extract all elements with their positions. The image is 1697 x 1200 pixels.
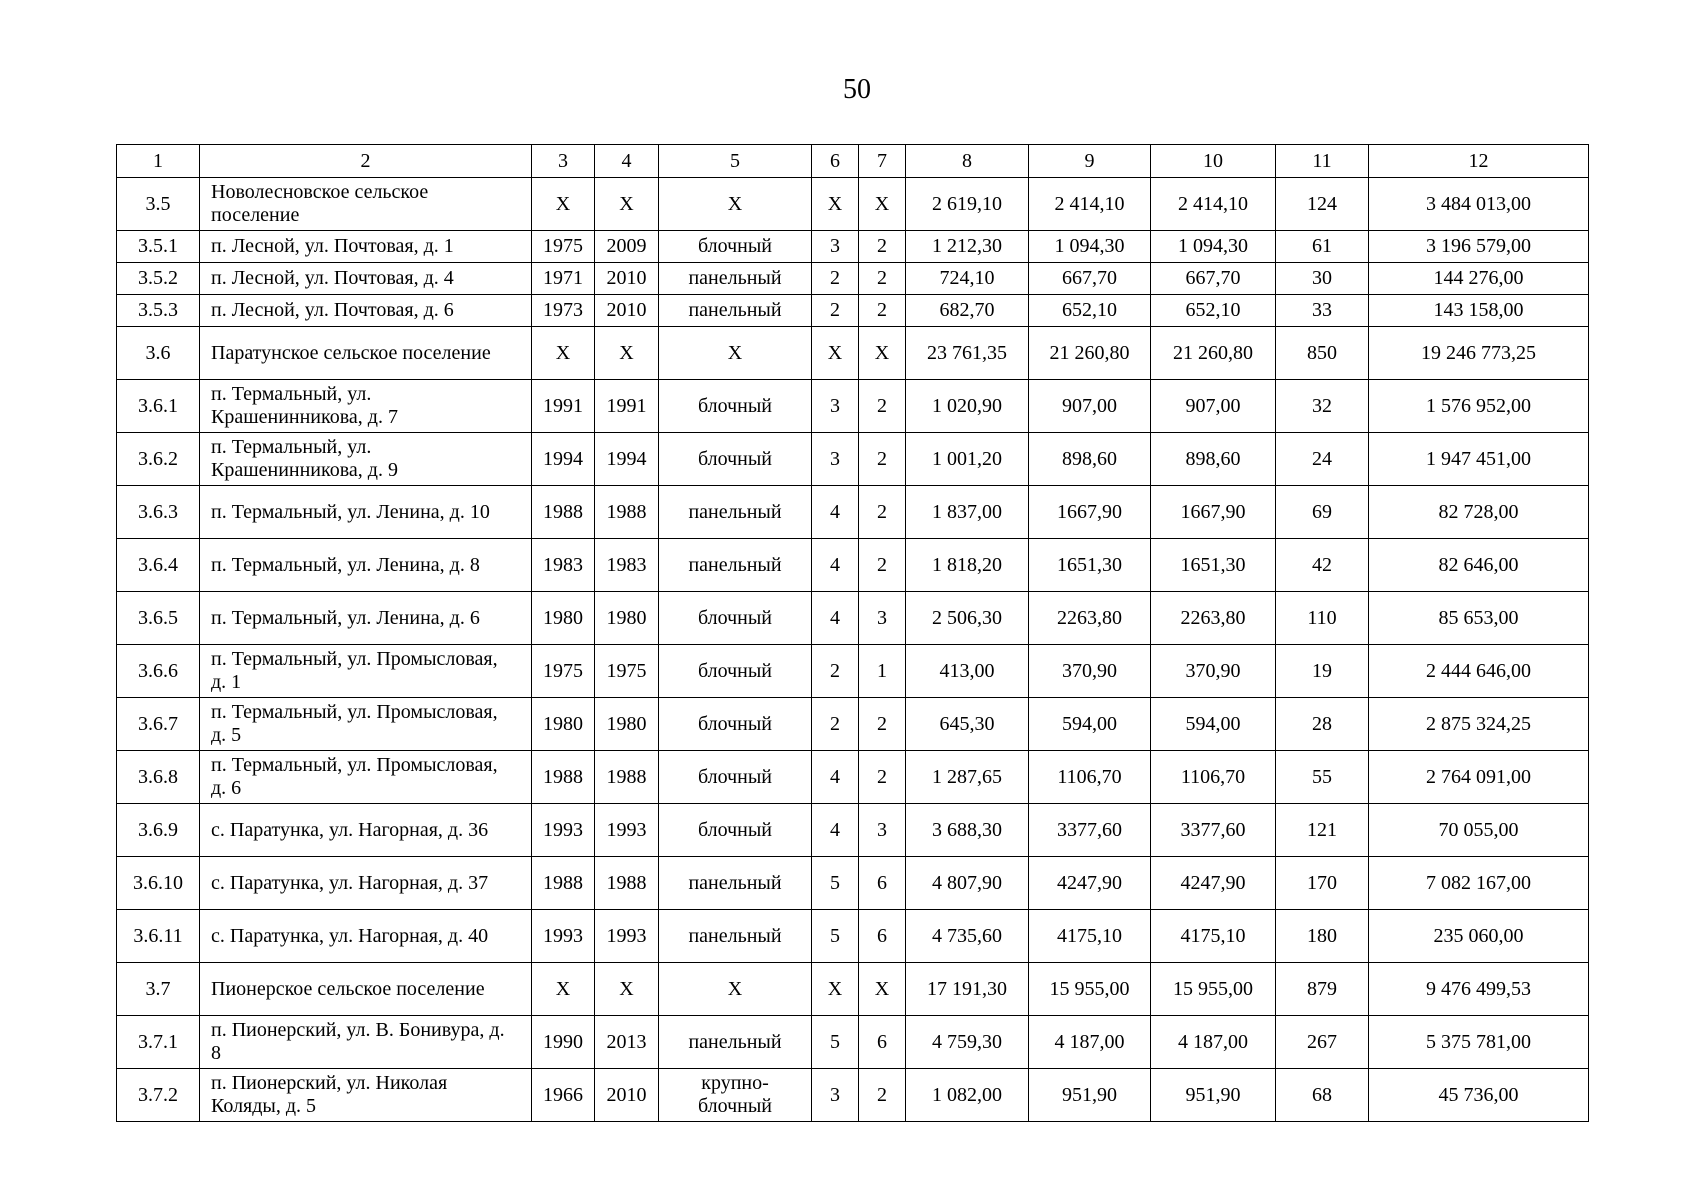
table-cell-col-12: 2 875 324,25 <box>1369 698 1589 751</box>
table-cell-col-7: 2 <box>859 751 906 804</box>
table-cell-col-11: 121 <box>1276 804 1369 857</box>
table-cell-col-8: 23 761,35 <box>906 327 1029 380</box>
column-header-11: 11 <box>1276 145 1369 178</box>
table-cell-col-11: 55 <box>1276 751 1369 804</box>
table-cell-col-9: 594,00 <box>1029 698 1151 751</box>
table-cell-col-6: 2 <box>812 698 859 751</box>
table-cell-col-10: 15 955,00 <box>1151 963 1276 1016</box>
table-cell-col-9: 652,10 <box>1029 295 1151 327</box>
table-cell-col-9: 898,60 <box>1029 433 1151 486</box>
table-cell-col-7: 6 <box>859 857 906 910</box>
table-cell-col-10: 667,70 <box>1151 263 1276 295</box>
table-cell-col-10: 907,00 <box>1151 380 1276 433</box>
table-cell-col-9: 3377,60 <box>1029 804 1151 857</box>
table-cell-col-11: 180 <box>1276 910 1369 963</box>
table-cell-col-3: 1975 <box>532 231 595 263</box>
table-cell-col-5: крупно- блочный <box>659 1069 812 1122</box>
address-cell: п. Термальный, ул. Крашенинникова, д. 9 <box>200 433 532 486</box>
table-cell-col-12: 9 476 499,53 <box>1369 963 1589 1016</box>
table-cell-col-8: 2 506,30 <box>906 592 1029 645</box>
table-cell-col-11: 24 <box>1276 433 1369 486</box>
table-cell-col-6: 3 <box>812 433 859 486</box>
table-cell-col-10: 1651,30 <box>1151 539 1276 592</box>
table-cell-col-8: 1 212,30 <box>906 231 1029 263</box>
table-cell-col-8: 724,10 <box>906 263 1029 295</box>
address-cell: Новолесновское сельское поселение <box>200 178 532 231</box>
table-cell-col-12: 1 947 451,00 <box>1369 433 1589 486</box>
table-cell-col-10: 4247,90 <box>1151 857 1276 910</box>
table-cell-col-8: 1 837,00 <box>906 486 1029 539</box>
address-cell: п. Лесной, ул. Почтовая, д. 6 <box>200 295 532 327</box>
table-cell-col-8: 645,30 <box>906 698 1029 751</box>
table-cell-col-4: 1980 <box>595 698 659 751</box>
table-cell-col-6: 4 <box>812 592 859 645</box>
table-cell-col-7: 6 <box>859 1016 906 1069</box>
table-cell-col-9: 15 955,00 <box>1029 963 1151 1016</box>
column-header-7: 7 <box>859 145 906 178</box>
table-cell-col-5: блочный <box>659 751 812 804</box>
table-cell-col-8: 1 001,20 <box>906 433 1029 486</box>
table-row <box>117 1016 1589 1069</box>
table-cell-col-5: панельный <box>659 295 812 327</box>
table-cell-col-3: 1990 <box>532 1016 595 1069</box>
address-cell: п. Лесной, ул. Почтовая, д. 4 <box>200 263 532 295</box>
item-number-cell: 3.6.10 <box>117 857 200 910</box>
table-cell-col-9: 1106,70 <box>1029 751 1151 804</box>
address-cell: п. Термальный, ул. Ленина, д. 10 <box>200 486 532 539</box>
address-cell: п. Термальный, ул. Промысловая, д. 6 <box>200 751 532 804</box>
table-cell-col-12: 143 158,00 <box>1369 295 1589 327</box>
table-row <box>117 698 1589 751</box>
address-cell: с. Паратунка, ул. Нагорная, д. 40 <box>200 910 532 963</box>
table-row <box>117 327 1589 380</box>
table-cell-col-5: Х <box>659 178 812 231</box>
table-cell-col-12: 2 444 646,00 <box>1369 645 1589 698</box>
table-cell-col-4: 1988 <box>595 751 659 804</box>
item-number-cell: 3.7 <box>117 963 200 1016</box>
table-cell-col-12: 19 246 773,25 <box>1369 327 1589 380</box>
item-number-cell: 3.6.6 <box>117 645 200 698</box>
table-cell-col-8: 1 082,00 <box>906 1069 1029 1122</box>
table-cell-col-12: 3 484 013,00 <box>1369 178 1589 231</box>
item-number-cell: 3.5.3 <box>117 295 200 327</box>
table-cell-col-5: панельный <box>659 857 812 910</box>
table-cell-col-6: 4 <box>812 539 859 592</box>
table-cell-col-6: 4 <box>812 804 859 857</box>
table-cell-col-7: 3 <box>859 804 906 857</box>
table-cell-col-7: Х <box>859 178 906 231</box>
table-cell-col-12: 7 082 167,00 <box>1369 857 1589 910</box>
header-row <box>117 145 1589 178</box>
table-cell-col-7: 1 <box>859 645 906 698</box>
column-header-9: 9 <box>1029 145 1151 178</box>
table-cell-col-3: Х <box>532 963 595 1016</box>
table-cell-col-5: блочный <box>659 433 812 486</box>
table-row <box>117 963 1589 1016</box>
table-cell-col-11: 42 <box>1276 539 1369 592</box>
housing-table <box>116 144 1589 1122</box>
address-cell: п. Термальный, ул. Промысловая, д. 5 <box>200 698 532 751</box>
address-cell: с. Паратунка, ул. Нагорная, д. 36 <box>200 804 532 857</box>
table-row <box>117 645 1589 698</box>
table-cell-col-5: блочный <box>659 592 812 645</box>
table-cell-col-4: 1988 <box>595 486 659 539</box>
item-number-cell: 3.6.5 <box>117 592 200 645</box>
table-cell-col-11: 124 <box>1276 178 1369 231</box>
table-cell-col-5: блочный <box>659 804 812 857</box>
table-cell-col-12: 235 060,00 <box>1369 910 1589 963</box>
item-number-cell: 3.6.7 <box>117 698 200 751</box>
item-number-cell: 3.5 <box>117 178 200 231</box>
table-cell-col-11: 850 <box>1276 327 1369 380</box>
page-number: 50 <box>843 74 871 105</box>
table-cell-col-7: 6 <box>859 910 906 963</box>
table-cell-col-8: 3 688,30 <box>906 804 1029 857</box>
table-cell-col-8: 2 619,10 <box>906 178 1029 231</box>
table-cell-col-5: панельный <box>659 263 812 295</box>
table-cell-col-6: Х <box>812 327 859 380</box>
table-cell-col-7: 2 <box>859 539 906 592</box>
table-cell-col-11: 33 <box>1276 295 1369 327</box>
item-number-cell: 3.6.8 <box>117 751 200 804</box>
table-cell-col-5: блочный <box>659 380 812 433</box>
table-row <box>117 486 1589 539</box>
table-cell-col-3: 1991 <box>532 380 595 433</box>
table-cell-col-6: 2 <box>812 263 859 295</box>
table-cell-col-9: 4175,10 <box>1029 910 1151 963</box>
table-cell-col-12: 3 196 579,00 <box>1369 231 1589 263</box>
table-cell-col-11: 28 <box>1276 698 1369 751</box>
address-cell: п. Пионерский, ул. В. Бонивура, д. 8 <box>200 1016 532 1069</box>
table-cell-col-4: 2013 <box>595 1016 659 1069</box>
table-row <box>117 433 1589 486</box>
table-cell-col-8: 4 807,90 <box>906 857 1029 910</box>
table-cell-col-10: 3377,60 <box>1151 804 1276 857</box>
table-cell-col-4: 2010 <box>595 1069 659 1122</box>
table-cell-col-10: 652,10 <box>1151 295 1276 327</box>
table-cell-col-5: панельный <box>659 539 812 592</box>
table-cell-col-6: 2 <box>812 645 859 698</box>
table-cell-col-11: 19 <box>1276 645 1369 698</box>
table-cell-col-11: 170 <box>1276 857 1369 910</box>
table-cell-col-11: 32 <box>1276 380 1369 433</box>
table-row <box>117 910 1589 963</box>
address-cell: п. Термальный, ул. Ленина, д. 8 <box>200 539 532 592</box>
table-cell-col-6: 5 <box>812 1016 859 1069</box>
table-cell-col-6: 4 <box>812 486 859 539</box>
table-cell-col-8: 1 020,90 <box>906 380 1029 433</box>
table-cell-col-3: 1971 <box>532 263 595 295</box>
table-row <box>117 295 1589 327</box>
table-cell-col-9: 667,70 <box>1029 263 1151 295</box>
column-header-6: 6 <box>812 145 859 178</box>
table-cell-col-9: 2 414,10 <box>1029 178 1151 231</box>
table-cell-col-10: 4 187,00 <box>1151 1016 1276 1069</box>
table-cell-col-12: 85 653,00 <box>1369 592 1589 645</box>
table-cell-col-10: 21 260,80 <box>1151 327 1276 380</box>
table-cell-col-4: 1983 <box>595 539 659 592</box>
column-header-3: 3 <box>532 145 595 178</box>
table-cell-col-3: 1975 <box>532 645 595 698</box>
table-cell-col-3: 1966 <box>532 1069 595 1122</box>
address-cell: Паратунское сельское поселение <box>200 327 532 380</box>
table-cell-col-6: 3 <box>812 380 859 433</box>
table-cell-col-4: 1993 <box>595 804 659 857</box>
table-cell-col-9: 2263,80 <box>1029 592 1151 645</box>
table-cell-col-7: 2 <box>859 1069 906 1122</box>
item-number-cell: 3.6.9 <box>117 804 200 857</box>
table-cell-col-4: Х <box>595 327 659 380</box>
table-cell-col-12: 144 276,00 <box>1369 263 1589 295</box>
address-cell: п. Термальный, ул. Крашенинникова, д. 7 <box>200 380 532 433</box>
table-cell-col-7: 2 <box>859 263 906 295</box>
column-header-10: 10 <box>1151 145 1276 178</box>
table-cell-col-3: Х <box>532 327 595 380</box>
column-header-2: 2 <box>200 145 532 178</box>
table-cell-col-8: 4 759,30 <box>906 1016 1029 1069</box>
table-cell-col-9: 370,90 <box>1029 645 1151 698</box>
table-row <box>117 1069 1589 1122</box>
table-cell-col-6: 2 <box>812 295 859 327</box>
address-cell: п. Термальный, ул. Ленина, д. 6 <box>200 592 532 645</box>
table-cell-col-8: 1 818,20 <box>906 539 1029 592</box>
table-cell-col-12: 2 764 091,00 <box>1369 751 1589 804</box>
item-number-cell: 3.6.2 <box>117 433 200 486</box>
table-cell-col-3: 1993 <box>532 910 595 963</box>
table-cell-col-4: Х <box>595 178 659 231</box>
table-cell-col-3: 1980 <box>532 592 595 645</box>
address-cell: п. Лесной, ул. Почтовая, д. 1 <box>200 231 532 263</box>
table-cell-col-4: 2010 <box>595 295 659 327</box>
table-cell-col-12: 5 375 781,00 <box>1369 1016 1589 1069</box>
table-cell-col-11: 30 <box>1276 263 1369 295</box>
table-cell-col-8: 413,00 <box>906 645 1029 698</box>
item-number-cell: 3.5.1 <box>117 231 200 263</box>
table-cell-col-10: 4175,10 <box>1151 910 1276 963</box>
table-cell-col-12: 1 576 952,00 <box>1369 380 1589 433</box>
table-cell-col-5: панельный <box>659 910 812 963</box>
table-cell-col-7: 2 <box>859 231 906 263</box>
table-cell-col-5: панельный <box>659 1016 812 1069</box>
column-header-4: 4 <box>595 145 659 178</box>
table-cell-col-10: 594,00 <box>1151 698 1276 751</box>
table-header <box>117 145 1589 178</box>
table-cell-col-7: 3 <box>859 592 906 645</box>
table-row <box>117 263 1589 295</box>
table-cell-col-9: 21 260,80 <box>1029 327 1151 380</box>
table-cell-col-3: 1988 <box>532 486 595 539</box>
table-cell-col-7: 2 <box>859 433 906 486</box>
table-cell-col-6: 4 <box>812 751 859 804</box>
table-cell-col-6: Х <box>812 178 859 231</box>
table-cell-col-7: Х <box>859 963 906 1016</box>
table-row <box>117 804 1589 857</box>
table-cell-col-5: блочный <box>659 698 812 751</box>
table-cell-col-3: 1980 <box>532 698 595 751</box>
column-header-5: 5 <box>659 145 812 178</box>
address-cell: Пионерское сельское поселение <box>200 963 532 1016</box>
table-cell-col-12: 70 055,00 <box>1369 804 1589 857</box>
table-cell-col-8: 1 287,65 <box>906 751 1029 804</box>
table-cell-col-8: 4 735,60 <box>906 910 1029 963</box>
table-cell-col-9: 4 187,00 <box>1029 1016 1151 1069</box>
table-cell-col-10: 2263,80 <box>1151 592 1276 645</box>
table-cell-col-7: 2 <box>859 380 906 433</box>
table-cell-col-7: Х <box>859 327 906 380</box>
table-cell-col-10: 951,90 <box>1151 1069 1276 1122</box>
table-cell-col-3: 1994 <box>532 433 595 486</box>
table-cell-col-5: блочный <box>659 645 812 698</box>
table-cell-col-7: 2 <box>859 295 906 327</box>
table-cell-col-9: 951,90 <box>1029 1069 1151 1122</box>
table-cell-col-8: 682,70 <box>906 295 1029 327</box>
table-cell-col-11: 110 <box>1276 592 1369 645</box>
table-cell-col-9: 1667,90 <box>1029 486 1151 539</box>
table-cell-col-11: 267 <box>1276 1016 1369 1069</box>
table-cell-col-10: 1667,90 <box>1151 486 1276 539</box>
table-cell-col-3: 1973 <box>532 295 595 327</box>
table-cell-col-9: 1 094,30 <box>1029 231 1151 263</box>
table-cell-col-10: 1 094,30 <box>1151 231 1276 263</box>
table-cell-col-4: 1993 <box>595 910 659 963</box>
table-cell-col-12: 82 728,00 <box>1369 486 1589 539</box>
table-cell-col-3: 1988 <box>532 751 595 804</box>
table-cell-col-4: 1988 <box>595 857 659 910</box>
table-cell-col-4: Х <box>595 963 659 1016</box>
address-cell: с. Паратунка, ул. Нагорная, д. 37 <box>200 857 532 910</box>
table-cell-col-12: 82 646,00 <box>1369 539 1589 592</box>
table-cell-col-7: 2 <box>859 698 906 751</box>
table-cell-col-5: панельный <box>659 486 812 539</box>
table-cell-col-5: Х <box>659 963 812 1016</box>
table-row <box>117 178 1589 231</box>
table-cell-col-3: 1983 <box>532 539 595 592</box>
table-body <box>117 178 1589 1122</box>
table-cell-col-10: 2 414,10 <box>1151 178 1276 231</box>
table-cell-col-12: 45 736,00 <box>1369 1069 1589 1122</box>
column-header-12: 12 <box>1369 145 1589 178</box>
table-cell-col-4: 2010 <box>595 263 659 295</box>
column-header-8: 8 <box>906 145 1029 178</box>
table-cell-col-11: 68 <box>1276 1069 1369 1122</box>
table-row <box>117 592 1589 645</box>
table-cell-col-7: 2 <box>859 486 906 539</box>
table-cell-col-3: Х <box>532 178 595 231</box>
table-cell-col-6: 5 <box>812 857 859 910</box>
item-number-cell: 3.6.1 <box>117 380 200 433</box>
table-cell-col-11: 69 <box>1276 486 1369 539</box>
table-cell-col-6: 5 <box>812 910 859 963</box>
column-header-1: 1 <box>117 145 200 178</box>
item-number-cell: 3.6.4 <box>117 539 200 592</box>
item-number-cell: 3.7.2 <box>117 1069 200 1122</box>
table-cell-col-5: блочный <box>659 231 812 263</box>
table-cell-col-3: 1988 <box>532 857 595 910</box>
item-number-cell: 3.7.1 <box>117 1016 200 1069</box>
table-cell-col-10: 370,90 <box>1151 645 1276 698</box>
address-cell: п. Пионерский, ул. Николая Коляды, д. 5 <box>200 1069 532 1122</box>
table-cell-col-5: Х <box>659 327 812 380</box>
table-cell-col-4: 1991 <box>595 380 659 433</box>
table-cell-col-8: 17 191,30 <box>906 963 1029 1016</box>
table-row <box>117 380 1589 433</box>
table-cell-col-4: 1980 <box>595 592 659 645</box>
item-number-cell: 3.5.2 <box>117 263 200 295</box>
table-cell-col-4: 2009 <box>595 231 659 263</box>
address-cell: п. Термальный, ул. Промысловая, д. 1 <box>200 645 532 698</box>
table-cell-col-4: 1975 <box>595 645 659 698</box>
table-cell-col-6: Х <box>812 963 859 1016</box>
table-cell-col-9: 907,00 <box>1029 380 1151 433</box>
table-row <box>117 857 1589 910</box>
table-row <box>117 751 1589 804</box>
table-cell-col-6: 3 <box>812 231 859 263</box>
item-number-cell: 3.6 <box>117 327 200 380</box>
table-cell-col-4: 1994 <box>595 433 659 486</box>
table-cell-col-10: 1106,70 <box>1151 751 1276 804</box>
item-number-cell: 3.6.3 <box>117 486 200 539</box>
table-cell-col-9: 1651,30 <box>1029 539 1151 592</box>
table-cell-col-9: 4247,90 <box>1029 857 1151 910</box>
table-cell-col-11: 879 <box>1276 963 1369 1016</box>
table-cell-col-6: 3 <box>812 1069 859 1122</box>
table-cell-col-3: 1993 <box>532 804 595 857</box>
table-row <box>117 231 1589 263</box>
table-row <box>117 539 1589 592</box>
item-number-cell: 3.6.11 <box>117 910 200 963</box>
table-cell-col-11: 61 <box>1276 231 1369 263</box>
table-cell-col-10: 898,60 <box>1151 433 1276 486</box>
